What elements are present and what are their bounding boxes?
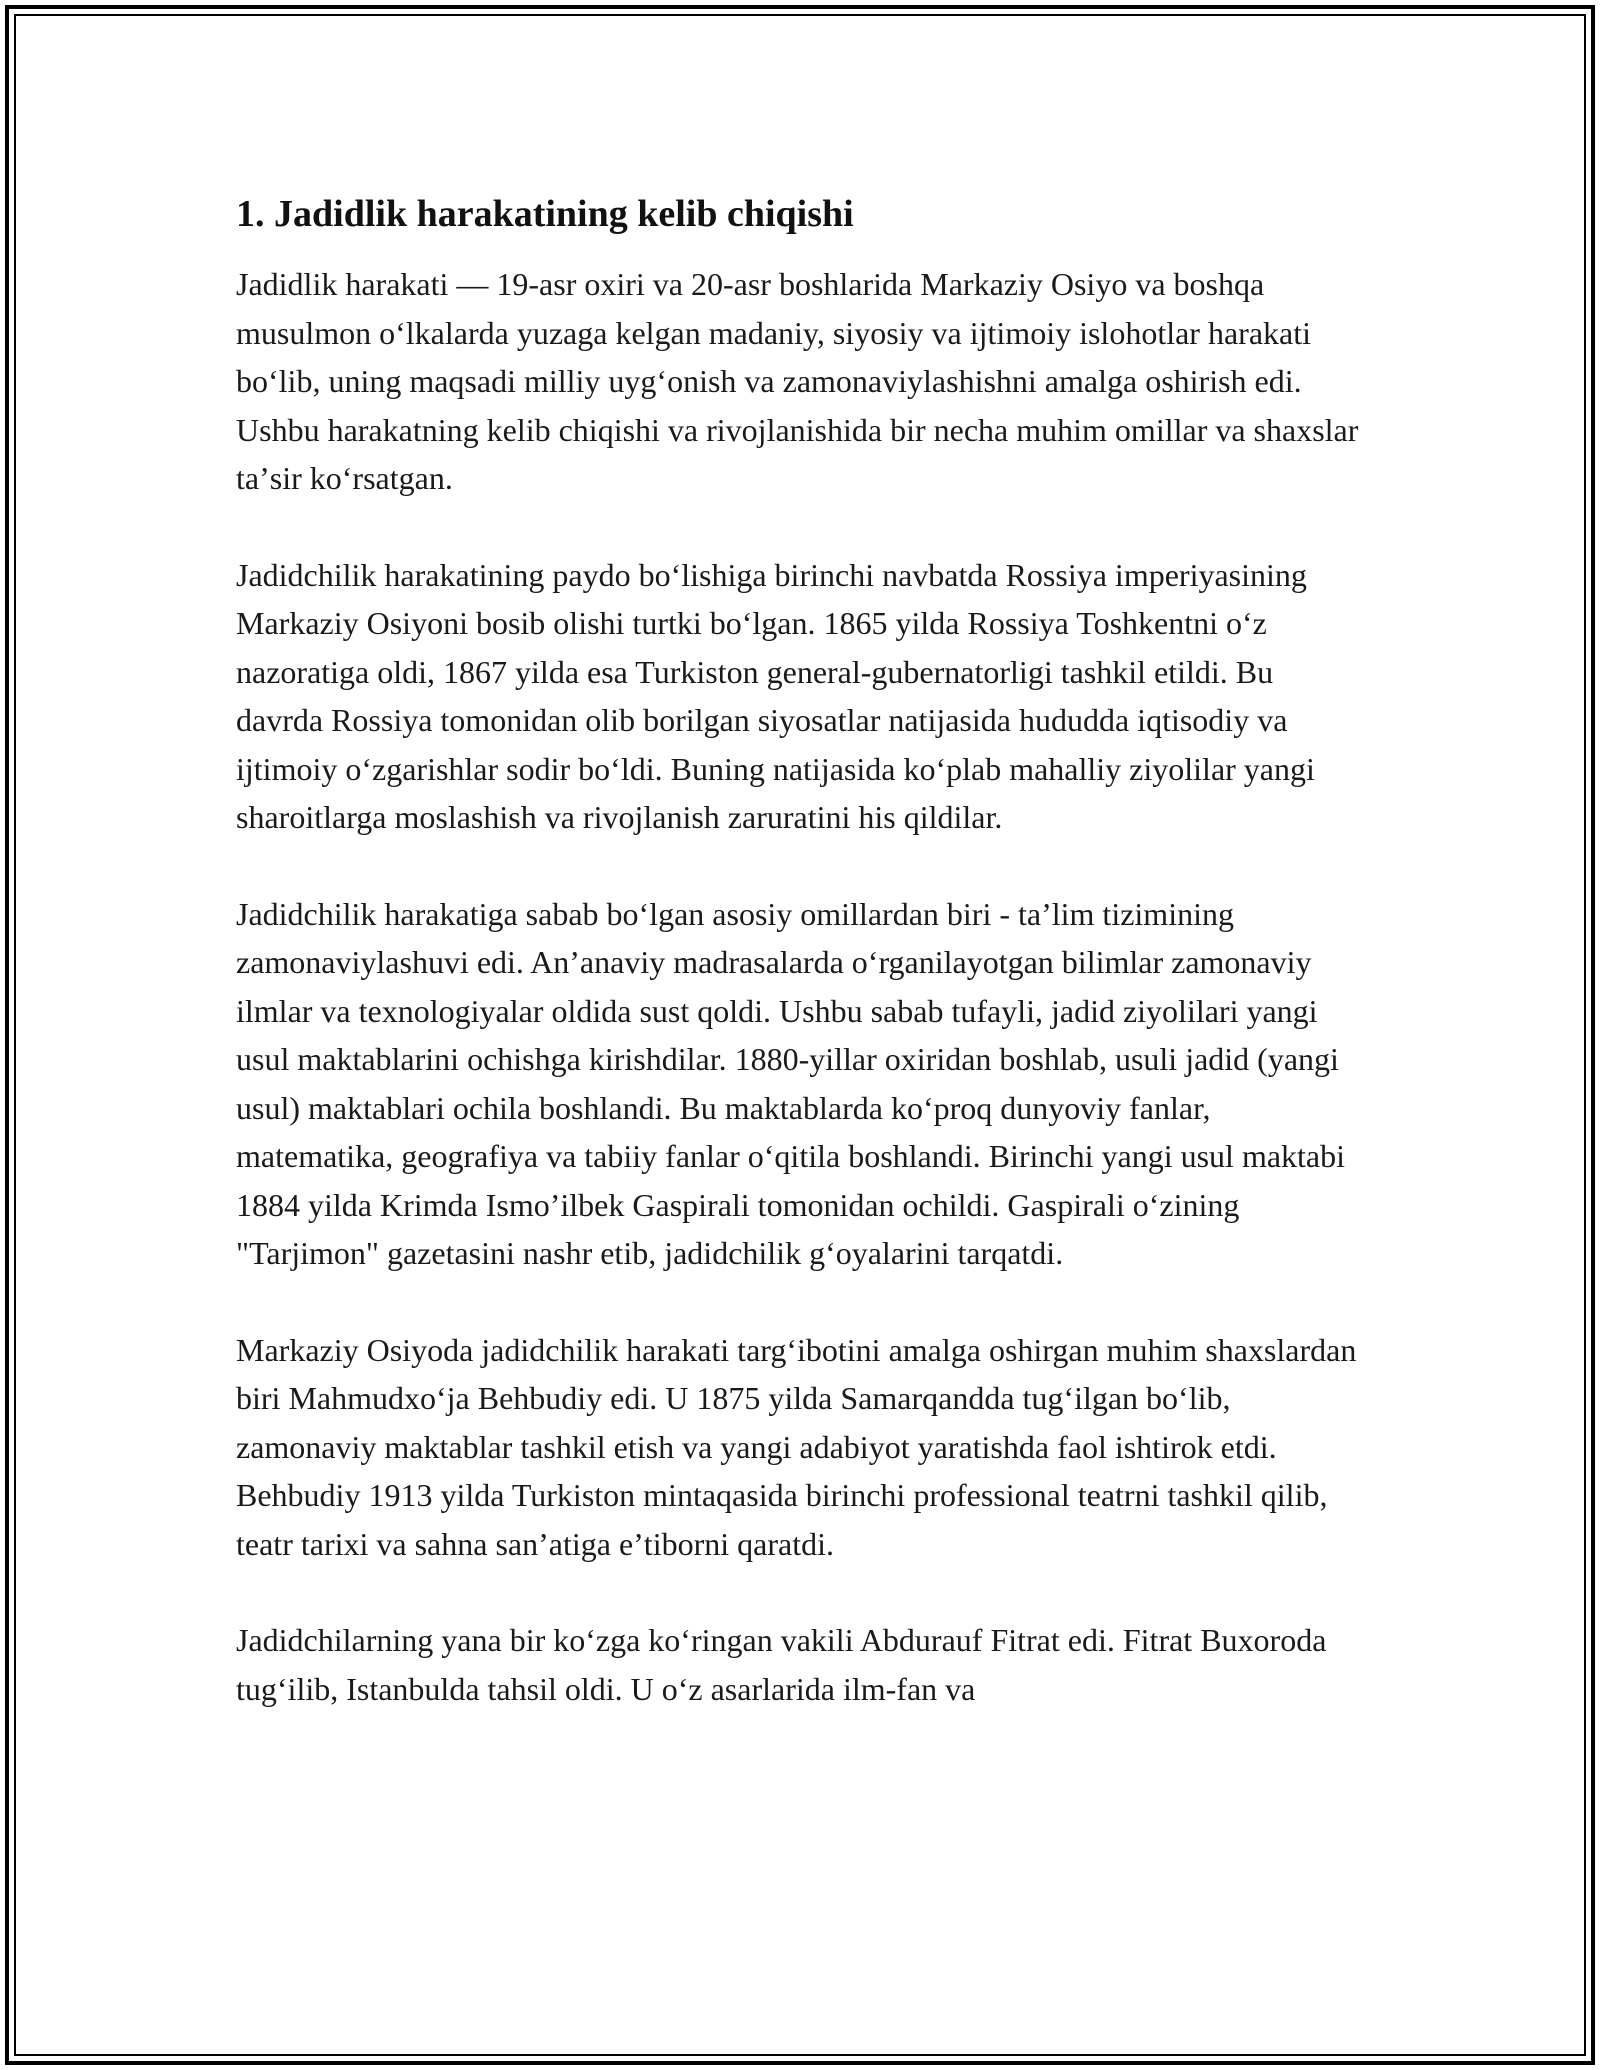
section-heading: 1. Jadidlik harakatining kelib chiqishi (236, 193, 854, 235)
paragraph-3: Jadidchilik harakatiga sabab boʻlgan asosiy omillardan biri - taʼlim tizimining zamonaviylashuvi edi. Anʼanaviy madrasalarda oʻrganilayotgan bilimlar zamonaviy ilmlar va texnologiyalar oldida sust qoldi. Ushbu sabab tufayli, jadid ziyolilari yangi usul maktablarini ochishga kirishdilar. 1880-yillar oxiridan boshlab, usuli jadid (yangi usul) maktablari ochila boshlandi. Bu maktablarda koʻproq dunyoviy fanlar, matematika, geografiya va tabiiy fanlar oʻqitila boshlandi. Birinchi yangi usul maktabi 1884 yilda Krimda Ismoʼilbek Gaspirali tomonidan ochildi. Gaspirali oʻzining "Tarjimon" gazetasini nashr etib, jadidchilik gʻoyalarini tarqatdi. (236, 895, 1346, 1271)
paragraph-2: Jadidchilik harakatining paydo boʻlishiga birinchi navbatda Rossiya imperiyasining Markaziy Osiyoni bosib olishi turtki boʻlgan. 1865 yilda Rossiya Toshkentni oʻz nazoratiga oldi, 1867 yilda esa Turkiston general-gubernatorligi tashkil etildi. Bu davrda Rossiya tomonidan olib borilgan siyosatlar natijasida hududda iqtisodiy va ijtimoiy oʻzgarishlar sodir boʻldi. Buning natijasida koʻplab mahalliy ziyolilar yangi sharoitlarga moslashish va rivojlanish zaruratini his qildilar. (236, 556, 1315, 835)
document-body (236, 186, 1366, 1761)
paragraph-1: Jadidlik harakati — 19-asr oxiri va 20-asr boshlarida Markaziy Osiyo va boshqa musulmon oʻlkalarda yuzaga kelgan madaniy, siyosiy va ijtimoiy islohotlar harakati boʻlib, uning maqsadi milliy uygʻonish va zamonaviylashishni amalga oshirish edi. Ushbu harakatning kelib chiqishi va rivojlanishida bir necha muhim omillar va shaxslar taʼsir koʻrsatgan. (236, 266, 1359, 496)
paragraph-4: Markaziy Osiyoda jadidchilik harakati targʻibotini amalga oshirgan muhim shaxslardan biri Mahmudxoʻja Behbudiy edi. U 1875 yilda Samarqandda tugʻilgan boʻlib, zamonaviy maktablar tashkil etish va yangi adabiyot yaratishda faol ishtirok etdi. Behbudiy 1913 yilda Turkiston mintaqasida birinchi professional teatrni tashkil qilib, teatr tarixi va sahna sanʼatiga eʼtiborni qaratdi. (236, 1331, 1357, 1562)
paragraph-5: Jadidchilarning yana bir koʻzga koʻringan vakili Abdurauf Fitrat edi. Fitrat Buxoroda tugʻilib, Istanbulda tahsil oldi. U oʻz asarlarida ilm-fan va (236, 1622, 1327, 1707)
